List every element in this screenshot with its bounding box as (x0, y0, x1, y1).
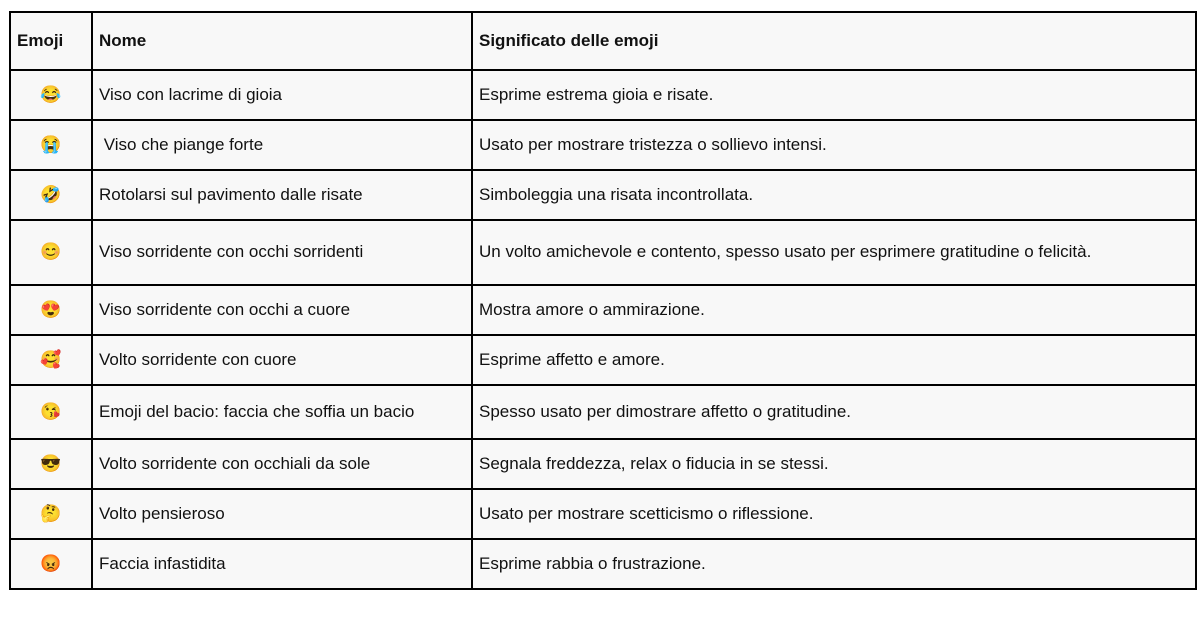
smiling-face-with-heart-eyes-icon: 😍 (40, 299, 62, 319)
emoji-meaning-cell: Spesso usato per dimostrare affetto o gratitudine. (472, 385, 1196, 439)
emoji-meaning-cell: Mostra amore o ammirazione. (472, 285, 1196, 335)
thinking-face-icon: 🤔 (40, 503, 62, 523)
table-row (10, 170, 1196, 220)
header-cell-emoji: Emoji (10, 12, 92, 70)
smiling-face-with-sunglasses-icon: 😎 (40, 453, 62, 473)
header-row (10, 12, 1196, 70)
emoji-name-cell: Viso sorridente con occhi a cuore (92, 285, 472, 335)
face-blowing-a-kiss-icon: 😘 (40, 401, 62, 421)
table-row (10, 335, 1196, 385)
header-cell-significato: Significato delle emoji (472, 12, 1196, 70)
table-row (10, 220, 1196, 285)
emoji-name-cell: Faccia infastidita (92, 539, 472, 589)
emoji-meaning-cell: Un volto amichevole e contento, spesso usato per esprimere gratitudine o felicità. (472, 220, 1196, 285)
loudly-crying-face-icon: 😭 (40, 134, 62, 154)
emoji-name-cell: Viso sorridente con occhi sorridenti (92, 220, 472, 285)
smiling-face-with-hearts-icon: 🥰 (40, 349, 62, 369)
emoji-meaning-cell: Usato per mostrare scetticismo o riflessione. (472, 489, 1196, 539)
table-row (10, 385, 1196, 439)
emoji-name-cell: Volto pensieroso (92, 489, 472, 539)
table-row (10, 120, 1196, 170)
emoji-meaning-cell: Segnala freddezza, relax o fiducia in se stessi. (472, 439, 1196, 489)
rolling-on-the-floor-laughing-icon: 🤣 (40, 184, 62, 204)
emoji-name-cell: Viso con lacrime di gioia (92, 70, 472, 120)
header-cell-nome: Nome (92, 12, 472, 70)
table-row (10, 489, 1196, 539)
emoji-meaning-cell: Esprime estrema gioia e risate. (472, 70, 1196, 120)
table-row (10, 285, 1196, 335)
emoji-name-cell: Rotolarsi sul pavimento dalle risate (92, 170, 472, 220)
emoji-meaning-table (9, 11, 1197, 590)
emoji-name-cell: Volto sorridente con cuore (92, 335, 472, 385)
emoji-meaning-cell: Esprime affetto e amore. (472, 335, 1196, 385)
emoji-meaning-cell: Esprime rabbia o frustrazione. (472, 539, 1196, 589)
face-with-tears-of-joy-icon: 😂 (40, 84, 62, 104)
enraged-face-icon: 😡 (40, 553, 62, 573)
table-row (10, 539, 1196, 589)
emoji-meaning-cell: Simboleggia una risata incontrollata. (472, 170, 1196, 220)
table-row (10, 439, 1196, 489)
emoji-meaning-cell: Usato per mostrare tristezza o sollievo intensi. (472, 120, 1196, 170)
table-row (10, 70, 1196, 120)
emoji-name-cell: Volto sorridente con occhiali da sole (92, 439, 472, 489)
emoji-name-cell: Emoji del bacio: faccia che soffia un bacio (92, 385, 472, 439)
smiling-face-with-smiling-eyes-icon: 😊 (40, 242, 62, 262)
emoji-name-cell: Viso che piange forte (92, 120, 472, 170)
